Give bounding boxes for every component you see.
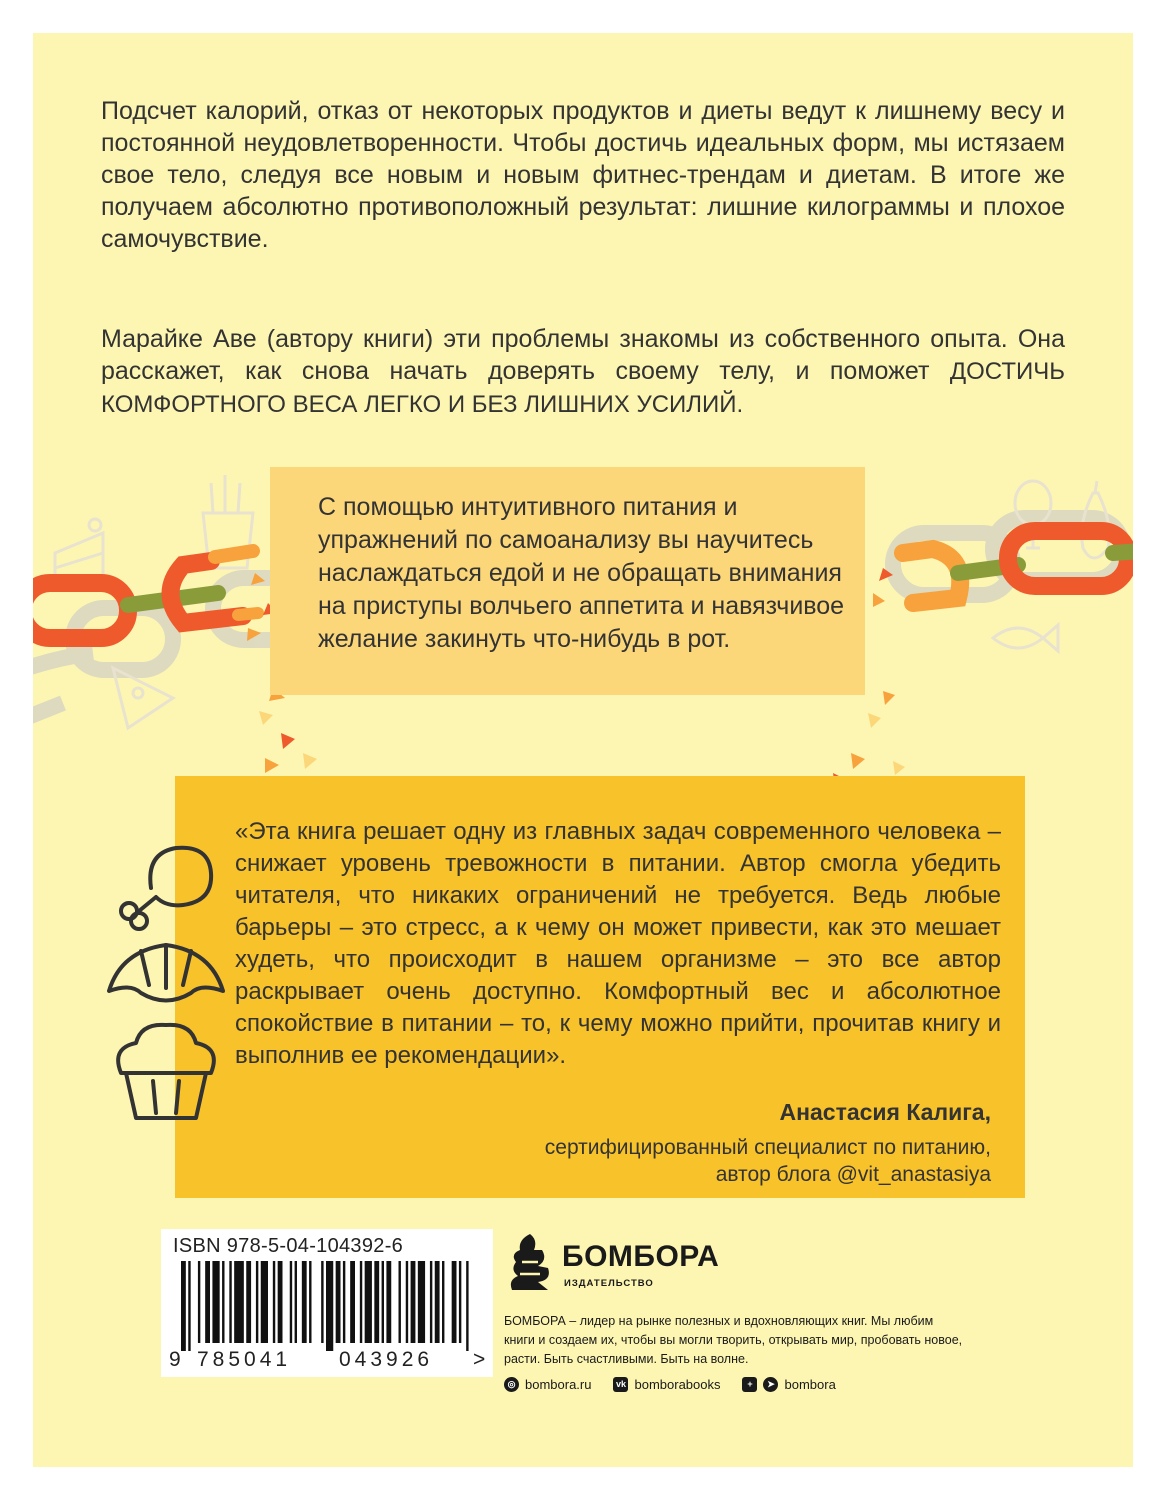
barcode-digit-first: 9 <box>169 1348 181 1371</box>
highlight-text: С помощью интуитивного питания и упражнений по самоанализу вы научитесь наслаждаться едой и не обращать внимания на приступы волчьего аппетита и навязчивое желание закинуть что-нибудь в рот. <box>318 493 845 653</box>
quote-box <box>175 776 1025 1198</box>
quote-author-role <box>431 1134 991 1188</box>
barcode-bar <box>360 1261 362 1343</box>
link-vk[interactable]: bomborabooks <box>634 1377 721 1392</box>
barcode-bar <box>365 1261 372 1343</box>
barcode-digits-right: 043926 <box>339 1348 434 1371</box>
barcode-bar <box>435 1261 440 1343</box>
publisher-links <box>504 1377 836 1392</box>
barcode-bar <box>343 1261 345 1343</box>
link-social[interactable]: bombora <box>784 1377 836 1392</box>
vk-icon: vk <box>613 1377 628 1392</box>
intro-paragraph-1: Подсчет калорий, отказ от некоторых продуктов и диеты ведут к лишнему весу и постоянной неудовлетворенности. Чтобы достичь идеальных форм, мы истязаем свое тело, следуя все новым и новым фитнес-трендам и диетам. В итоге же получаем абсолютно противоположный результат: лишние килограммы и плохое самочувствие. <box>101 97 1065 253</box>
barcode-bar <box>261 1261 268 1343</box>
barcode-bar <box>411 1261 416 1343</box>
telegram-icon: ➤ <box>763 1377 778 1392</box>
barcode-digit-end: > <box>473 1348 486 1371</box>
quote-text: «Эта книга решает одну из главных задач современного человека – снижает уровень тревожности в питании. Автор смогла убедить читателя, что никаких ограничений не требуется. Ведь любые барьеры – это стресс, а к чему он может привести, как это мешает худеть, что происходит в нашем организме – это все автор раскрывает очень доступно. Комфортный вес и абсолютное спокойствие в питании – то, к чему можно прийти, прочитав книгу и выполнив ее рекомендации». <box>235 818 1001 1069</box>
isbn-label: ISBN 978-5-04-104392-6 <box>173 1235 404 1257</box>
publisher-subtitle: ИЗДАТЕЛЬСТВО <box>564 1278 654 1289</box>
barcode-bar <box>374 1261 379 1343</box>
author-role-line-2: автор блога @vit_anastasiya <box>715 1163 991 1186</box>
barcode-bar <box>246 1261 251 1343</box>
barcode-bar <box>256 1261 258 1343</box>
plus-icon: + <box>742 1377 757 1392</box>
barcode-bar <box>302 1261 307 1343</box>
publisher-description: БОМБОРА – лидер на рынке полезных и вдохновляющих книг. Мы любим книги и создаем их, чтобы вы могли творить, открывать мир, пробовать новое, расти. Быть счастливыми. Быть на волне. <box>504 1314 963 1366</box>
barcode-bar <box>466 1261 468 1351</box>
barcode-bar <box>386 1261 391 1343</box>
barcode-bar <box>309 1261 311 1343</box>
barcode-bar <box>321 1261 323 1343</box>
barcode-bar <box>273 1261 275 1343</box>
barcode-box <box>161 1229 493 1377</box>
chicken-leg-icon <box>121 848 211 929</box>
barcode-bar <box>222 1261 224 1343</box>
barcode-bar <box>406 1261 408 1343</box>
barcode-bar <box>290 1261 292 1343</box>
link-site[interactable]: bombora.ru <box>525 1377 592 1392</box>
barcode-bar <box>229 1261 231 1343</box>
barcode-bar <box>234 1261 244 1343</box>
barcode-bar <box>418 1261 425 1343</box>
barcode-bar <box>205 1261 210 1343</box>
food-icons <box>101 833 231 1133</box>
barcode-bar <box>326 1261 333 1351</box>
muffin-icon <box>118 1025 214 1118</box>
barcode-bar <box>188 1261 190 1351</box>
barcode-bar <box>181 1261 186 1351</box>
publisher-name: БОМБОРА <box>562 1240 720 1273</box>
barcode-bar <box>399 1261 401 1343</box>
barcode-bar <box>442 1261 444 1343</box>
barcode-bar <box>278 1261 283 1343</box>
author-role-line-1: сертифицированный специалист по питанию, <box>544 1136 991 1159</box>
barcode-bar <box>452 1261 457 1343</box>
intro-paragraph-2-text: Марайке Аве (автору книги) эти проблемы знакомы из собственного опыта. Она расскажет, как снова начать доверять своему телу, и поможет <box>101 325 1065 385</box>
barcode-bar <box>295 1261 297 1343</box>
barcode-bar <box>198 1261 200 1343</box>
fish-icon <box>993 625 1058 651</box>
barcode <box>181 1261 471 1351</box>
globe-icon: ◎ <box>504 1377 519 1392</box>
barcode-bar <box>336 1261 341 1343</box>
quote-author: Анастасия Калига, <box>779 1099 991 1125</box>
highlight-box <box>270 467 865 695</box>
publisher-block <box>480 1232 963 1432</box>
croissant-icon <box>109 945 223 1001</box>
barcode-bar <box>430 1261 432 1343</box>
barcode-bar <box>382 1261 384 1343</box>
barcode-digits-left: 785041 <box>197 1348 292 1371</box>
intro-paragraph-2 <box>101 323 1065 421</box>
barcode-bar <box>350 1261 355 1343</box>
intro-paragraph-2-caps: ДОСТИЧЬ КОМФОРТНОГО ВЕСА ЛЕГКО И БЕЗ ЛИШНИХ УСИЛИЙ. <box>101 358 1065 418</box>
bombora-logo-icon <box>508 1232 552 1294</box>
barcode-bar <box>459 1261 461 1343</box>
barcode-bar <box>212 1261 219 1343</box>
